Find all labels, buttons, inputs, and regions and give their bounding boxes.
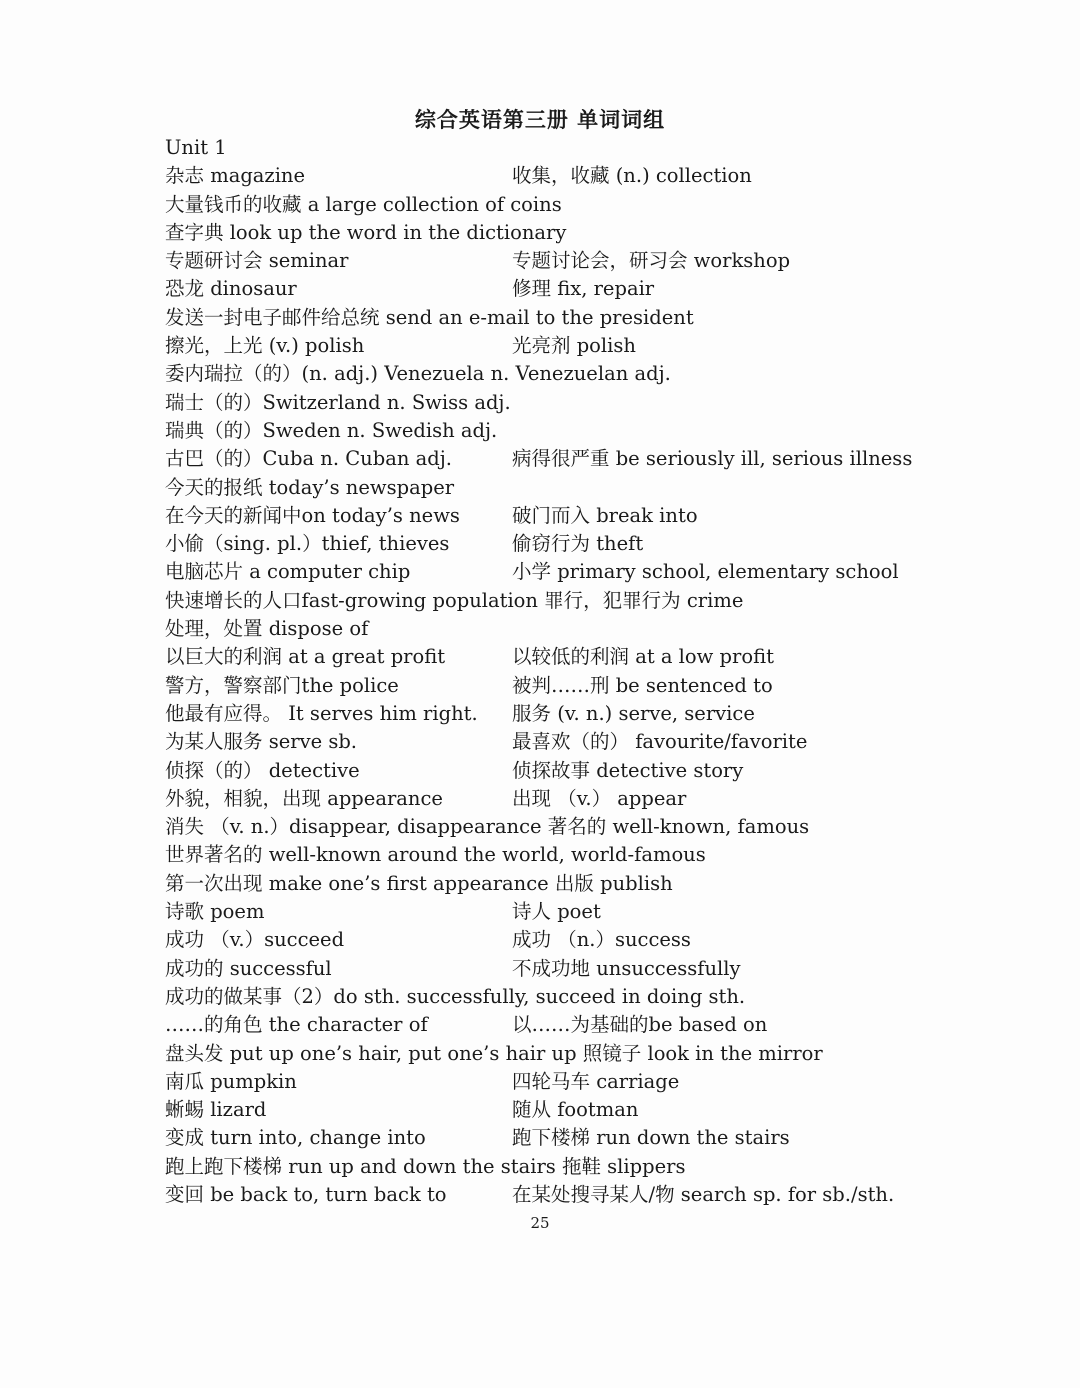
vocab-entry-left: 南瓜 pumpkin xyxy=(165,1069,297,1093)
vocab-line xyxy=(165,983,925,1011)
vocab-line xyxy=(165,643,925,671)
vocab-entry-left: 杂志 magazine xyxy=(165,164,306,188)
vocab-entry-left: 处理，处置 dispose of xyxy=(165,617,369,641)
vocab-entry-left: 发送一封电子邮件给总统 send an e-mail to the president xyxy=(165,305,694,329)
vocab-line xyxy=(165,1096,925,1124)
vocab-line xyxy=(165,785,925,813)
vocab-entry-right: 病得很严重 be seriously ill, serious illness xyxy=(512,447,913,471)
vocab-line xyxy=(165,219,925,247)
vocab-entry-left: 瑞士（的）Switzerland n. Swiss adj. xyxy=(165,390,511,414)
vocab-line xyxy=(165,1153,925,1181)
vocab-line xyxy=(165,1124,925,1152)
vocabulary-rows xyxy=(165,162,925,1209)
vocab-line xyxy=(165,191,925,219)
vocab-entry-left: 世界著名的 well-known around the world, world-famous xyxy=(165,843,706,867)
vocab-entry-left: 今天的报纸 today’s newspaper xyxy=(165,475,455,499)
vocab-entry-right: 破门而入 break into xyxy=(512,503,698,527)
vocab-entry-left: 大量钱币的收藏 a large collection of coins xyxy=(165,192,562,216)
vocab-entry-left: 查字典 look up the word in the dictionary xyxy=(165,220,567,244)
vocab-line xyxy=(165,332,925,360)
vocab-entry-left: 成功的做某事（2）do sth. successfully, succeed in doing sth. xyxy=(165,984,746,1008)
vocab-entry-right: 被判……刑 be sentenced to xyxy=(512,673,773,697)
vocab-line xyxy=(165,304,925,332)
vocab-entry-left: 快速增长的人口fast-growing population 罪行，犯罪行为 crime xyxy=(165,588,744,612)
vocab-entry-right: 服务 (v. n.) serve, service xyxy=(512,701,755,725)
vocab-entry-left: 在今天的新闻中on today’s news xyxy=(165,503,460,527)
vocab-line xyxy=(165,841,925,869)
vocab-line xyxy=(165,162,925,190)
vocab-entry-right: 侦探故事 detective story xyxy=(512,758,744,782)
vocab-entry-right: 收集，收藏 (n.) collection xyxy=(512,164,752,188)
vocab-line xyxy=(165,502,925,530)
vocabulary-list xyxy=(165,134,925,1209)
vocab-entry-right: 诗人 poet xyxy=(512,900,601,924)
vocab-line xyxy=(165,275,925,303)
vocab-line xyxy=(165,417,925,445)
vocab-line xyxy=(165,389,925,417)
vocab-entry-right: 出现 （v.） appear xyxy=(512,786,687,810)
vocab-entry-right: 偷窃行为 theft xyxy=(512,532,644,556)
vocab-entry-right: 小学 primary school, elementary school xyxy=(512,560,899,584)
vocab-line xyxy=(165,700,925,728)
vocab-entry-left: 外貌，相貌，出现 appearance xyxy=(165,786,443,810)
vocab-entry-left: 专题研讨会 seminar xyxy=(165,249,349,273)
vocab-entry-left: 古巴（的）Cuba n. Cuban adj. xyxy=(165,447,452,471)
vocab-entry-right: 最喜欢（的） favourite/favorite xyxy=(512,730,808,754)
vocab-line xyxy=(165,247,925,275)
vocab-entry-right: 随从 footman xyxy=(512,1098,639,1122)
vocab-line xyxy=(165,672,925,700)
vocab-line xyxy=(165,757,925,785)
vocab-entry-right: 修理 fix, repair xyxy=(512,277,655,301)
vocab-entry-left: 以巨大的利润 at a great profit xyxy=(165,645,446,669)
vocab-entry-left: 为某人服务 serve sb. xyxy=(165,730,358,754)
vocab-entry-left: 恐龙 dinosaur xyxy=(165,277,297,301)
vocab-entry-right: 成功 （n.）success xyxy=(512,928,691,952)
vocab-line xyxy=(165,1068,925,1096)
vocab-entry-left: 蜥蜴 lizard xyxy=(165,1098,267,1122)
vocab-entry-right: 在某处搜寻某人/物 search sp. for sb./sth. xyxy=(512,1182,895,1206)
vocab-line xyxy=(165,445,925,473)
vocab-entry-left: 第一次出现 make one’s first appearance 出版 publish xyxy=(165,871,673,895)
vocab-entry-left: ……的角色 the character of xyxy=(165,1013,428,1037)
vocab-line xyxy=(165,474,925,502)
page-title: 综合英语第三册 单词词组 xyxy=(414,107,666,132)
vocab-entry-right: 以较低的利润 at a low profit xyxy=(512,645,774,669)
page-number: 25 xyxy=(530,1214,550,1232)
vocab-entry-left: 消失 （v. n.）disappear, disappearance 著名的 well-known, famous xyxy=(165,815,810,839)
vocab-entry-right: 跑下楼梯 run down the stairs xyxy=(512,1126,790,1150)
vocab-entry-right: 以……为基础的be based on xyxy=(512,1013,768,1037)
vocab-entry-right: 不成功地 unsuccessfully xyxy=(512,956,741,980)
vocab-entry-left: 成功的 successful xyxy=(165,956,332,980)
vocab-entry-left: 小偷（sing. pl.）thief, thieves xyxy=(165,532,450,556)
vocab-line xyxy=(165,870,925,898)
vocab-entry-left: 盘头发 put up one’s hair, put one’s hair up 照镜子 look in the mirror xyxy=(165,1041,823,1065)
unit-label: Unit 1 xyxy=(165,136,227,159)
vocab-line xyxy=(165,813,925,841)
vocab-entry-left: 警方，警察部门the police xyxy=(165,673,399,697)
vocab-entry-left: 跑上跑下楼梯 run up and down the stairs 拖鞋 slippers xyxy=(165,1154,686,1178)
unit-heading xyxy=(165,134,925,162)
vocab-entry-right: 四轮马车 carriage xyxy=(512,1069,680,1093)
vocab-line xyxy=(165,587,925,615)
vocab-entry-left: 瑞典（的）Sweden n. Swedish adj. xyxy=(165,418,498,442)
vocab-line xyxy=(165,728,925,756)
vocab-line xyxy=(165,1181,925,1209)
vocab-entry-right: 专题讨论会，研习会 workshop xyxy=(512,249,791,273)
vocab-line xyxy=(165,558,925,586)
vocab-line xyxy=(165,1011,925,1039)
vocab-entry-left: 侦探（的） detective xyxy=(165,758,360,782)
vocab-entry-left: 成功 （v.）succeed xyxy=(165,928,345,952)
vocab-entry-right: 光亮剂 polish xyxy=(512,334,636,358)
vocab-entry-left: 电脑芯片 a computer chip xyxy=(165,560,411,584)
vocab-entry-left: 擦光，上光 (v.) polish xyxy=(165,334,365,358)
vocab-line xyxy=(165,955,925,983)
vocab-line xyxy=(165,615,925,643)
vocab-line xyxy=(165,926,925,954)
vocab-entry-left: 变回 be back to, turn back to xyxy=(165,1182,447,1206)
vocab-line xyxy=(165,530,925,558)
vocab-line xyxy=(165,360,925,388)
vocab-entry-left: 诗歌 poem xyxy=(165,900,265,924)
vocab-line xyxy=(165,1040,925,1068)
vocab-entry-left: 变成 turn into, change into xyxy=(165,1126,426,1150)
vocab-line xyxy=(165,898,925,926)
vocab-entry-left: 他最有应得。 It serves him right. xyxy=(165,701,478,725)
vocab-entry-left: 委内瑞拉（的）(n. adj.) Venezuela n. Venezuelan adj. xyxy=(165,362,671,386)
